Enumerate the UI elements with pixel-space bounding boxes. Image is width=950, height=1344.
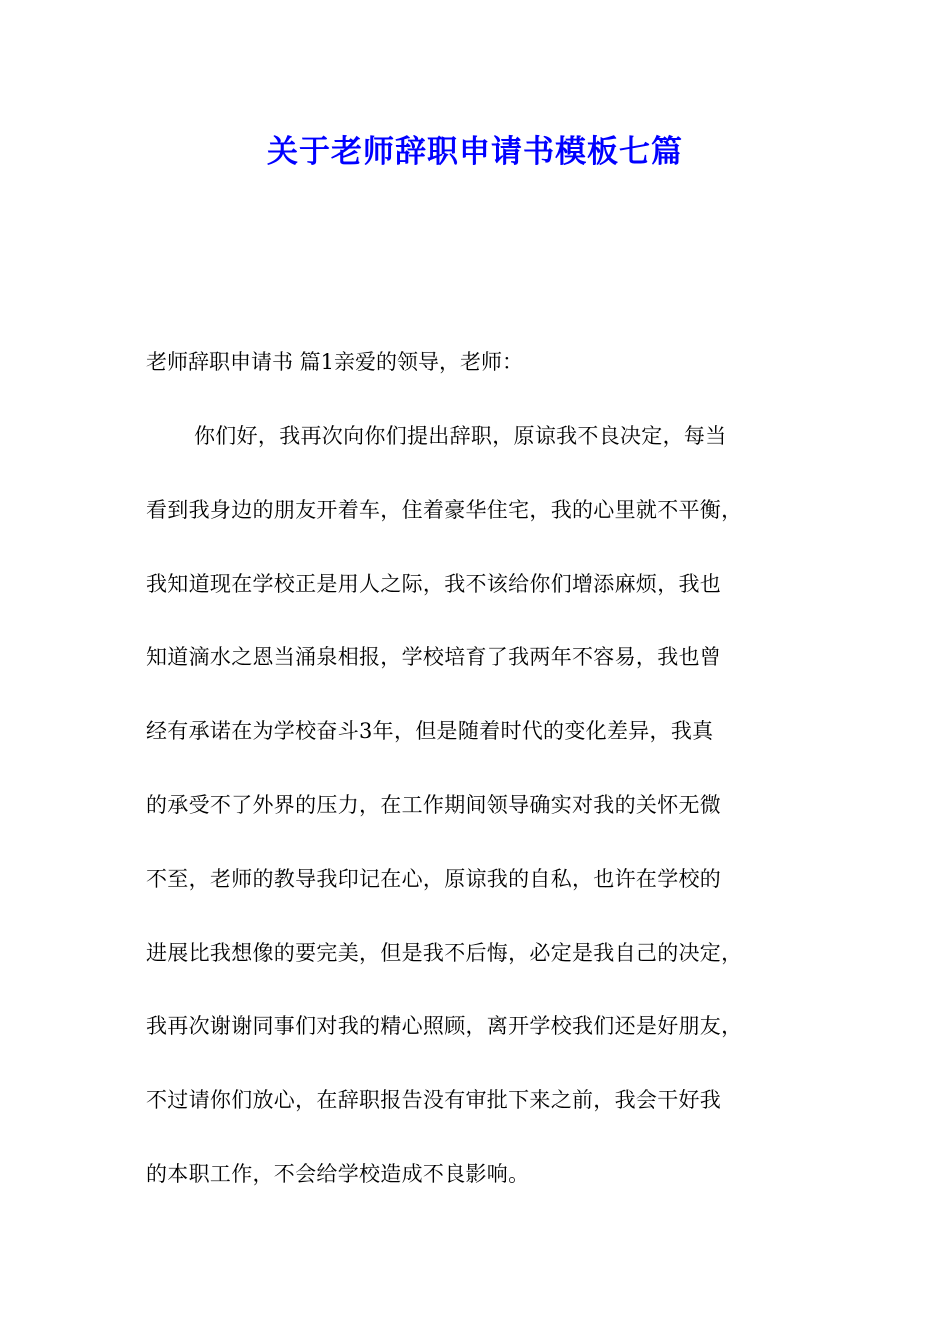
body-line: 我知道现在学校正是用人之际，我不该给你们增添麻烦，我也 <box>146 571 722 596</box>
body-line: 不过请你们放心，在辞职报告没有审批下来之前，我会干好我 <box>146 1088 722 1113</box>
body-line: 你们好，我再次向你们提出辞职，原谅我不良决定，每当 <box>194 424 727 448</box>
body-line: 进展比我想像的要完美，但是我不后悔，必定是我自己的决定， <box>146 940 743 965</box>
letter-heading: 老师辞职申请书 篇1亲爱的领导，老师： <box>146 350 524 374</box>
body-line: 看到我身边的朋友开着车，住着豪华住宅，我的心里就不平衡， <box>146 497 743 522</box>
body-line: 的承受不了外界的压力，在工作期间领导确实对我的关怀无微 <box>146 792 722 817</box>
body-line: 经有承诺在为学校奋斗3年，但是随着时代的变化差异，我真 <box>146 719 714 744</box>
body-line: 我再次谢谢同事们对我的精心照顾，离开学校我们还是好朋友， <box>146 1014 743 1039</box>
body-line: 的本职工作，不会给学校造成不良影响。 <box>146 1161 530 1186</box>
body-line: 不至，老师的教导我印记在心，原谅我的自私，也许在学校的 <box>146 866 722 891</box>
letter-body <box>146 418 836 1230</box>
document-title: 关于老师辞职申请书模板七篇 <box>267 134 683 170</box>
body-line: 知道滴水之恩当涌泉相报，学校培育了我两年不容易，我也曾 <box>146 645 722 670</box>
